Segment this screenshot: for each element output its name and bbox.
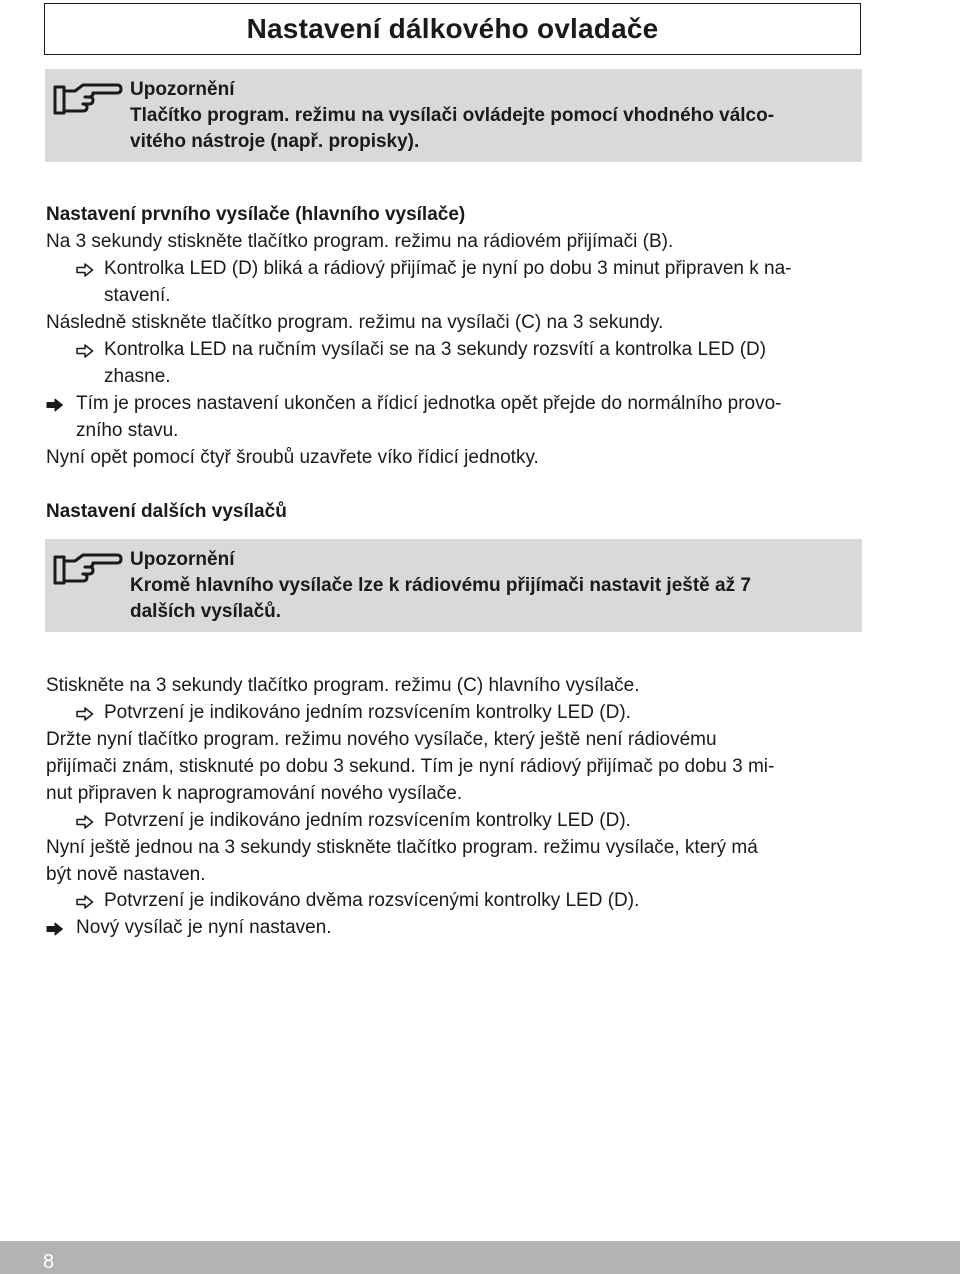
instruction-line: Nyní ještě jednou na 3 sekundy stiskněte tlačítko program. režimu vysílače, který má [46,837,758,858]
note-heading: Upozornění [130,79,235,100]
section-heading: Nastavení dalších vysílačů [46,501,287,522]
warning-note [45,69,862,162]
note-text-line: vitého nástroje (např. propisky). [130,131,420,152]
note-heading: Upozornění [130,549,235,570]
result-line: Kontrolka LED (D) bliká a rádiový přijímač je nyní po dobu 3 minut připraven k na- [104,258,792,279]
hollow-arrow-icon [76,707,94,721]
instruction-line: být nově nastaven. [46,864,206,885]
instruction-line: Stiskněte na 3 sekundy tlačítko program. režimu (C) hlavního vysílače. [46,675,640,696]
hollow-arrow-icon [76,895,94,909]
result-line: Potvrzení je indikováno jedním rozsvícením kontrolky LED (D). [104,702,631,723]
instruction-line: Držte nyní tlačítko program. režimu nového vysílače, který ještě není rádiovému [46,729,717,750]
result-line: zhasne. [104,366,171,387]
note-text-line: Kromě hlavního vysílače lze k rádiovému přijímači nastavit ještě až 7 [130,575,751,596]
instruction-line: Nyní opět pomocí čtyř šroubů uzavřete víko řídicí jednotky. [46,447,539,468]
page-footer [0,1241,960,1274]
final-result-line: Nový vysílač je nyní nastaven. [76,917,332,938]
instruction-line: Na 3 sekundy stiskněte tlačítko program. režimu na rádiovém přijímači (B). [46,231,674,252]
warning-note [45,539,862,632]
final-result-line: Tím je proces nastavení ukončen a řídicí jednotka opět přejde do normálního provo- [76,393,782,414]
final-result-line: zního stavu. [76,420,179,441]
pointing-hand-icon [53,551,123,587]
hollow-arrow-icon [76,815,94,829]
hollow-arrow-icon [76,263,94,277]
page-title: Nastavení dálkového ovladače [44,3,861,55]
hollow-arrow-icon [76,344,94,358]
page-number: 8 [43,1251,55,1273]
instruction-line: přijímači znám, stisknuté po dobu 3 sekund. Tím je nyní rádiový přijímač po dobu 3 mi- [46,756,775,777]
instruction-line: nut připraven k naprogramování nového vysílače. [46,783,463,804]
pointing-hand-icon [53,81,123,117]
result-line: stavení. [104,285,171,306]
solid-arrow-icon [46,922,64,936]
instruction-line: Následně stiskněte tlačítko program. režimu na vysílači (C) na 3 sekundy. [46,312,664,333]
note-text-line: dalších vysílačů. [130,601,282,622]
result-line: Potvrzení je indikováno dvěma rozsvícenými kontrolky LED (D). [104,890,640,911]
section-heading: Nastavení prvního vysílače (hlavního vysílače) [46,204,466,225]
note-text-line: Tlačítko program. režimu na vysílači ovládejte pomocí vhodného válco- [130,105,775,126]
result-line: Potvrzení je indikováno jedním rozsvícením kontrolky LED (D). [104,810,631,831]
result-line: Kontrolka LED na ručním vysílači se na 3 sekundy rozsvítí a kontrolka LED (D) [104,339,767,360]
solid-arrow-icon [46,398,64,412]
